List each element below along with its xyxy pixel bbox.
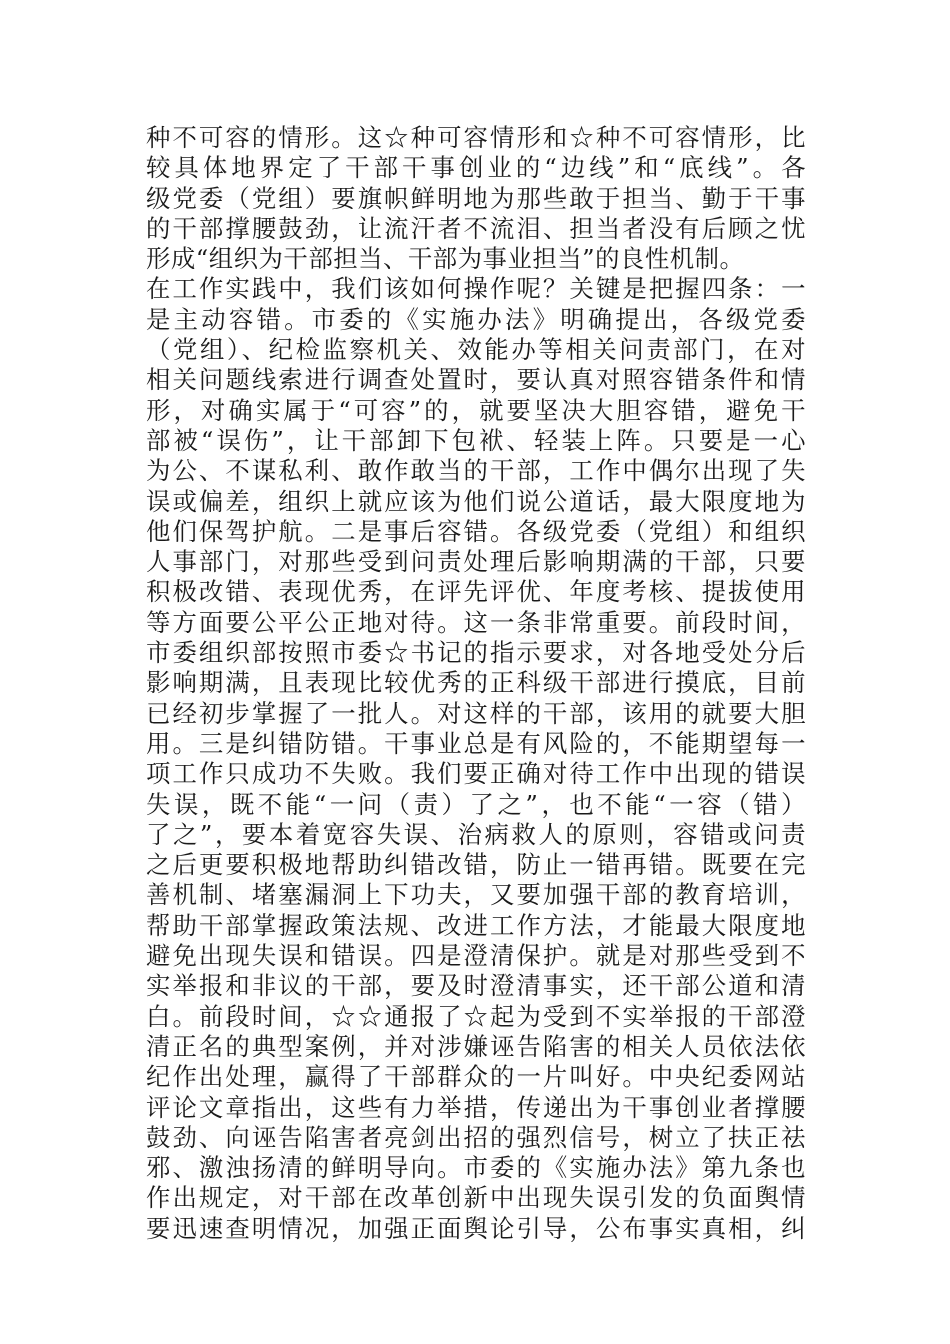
text-line: 要迅速查明情况，加强正面舆论引导，公布事实真相，纠 — [146, 1213, 806, 1243]
text-line: 他们保驾护航。二是事后容错。各级党委（党组）和组织 — [146, 516, 806, 546]
text-line: 较具体地界定了干部干事创业的“边线”和“底线”。各 — [146, 153, 806, 183]
text-line: 白。前段时间，☆☆通报了☆起为受到不实举报的干部澄 — [146, 1001, 806, 1031]
text-line: 之后更要积极地帮助纠错改错，防止一错再错。既要在完 — [146, 850, 806, 880]
text-line: 是主动容错。市委的《实施办法》明确提出，各级党委 — [146, 304, 806, 334]
text-line: 人事部门，对那些受到问责处理后影响期满的干部，只要 — [146, 547, 806, 577]
text-line: 邪、激浊扬清的鲜明导向。市委的《实施办法》第九条也 — [146, 1153, 806, 1183]
text-line: 的干部撑腰鼓劲，让流汗者不流泪、担当者没有后顾之忧 — [146, 213, 806, 243]
text-line: 避免出现失误和错误。四是澄清保护。就是对那些受到不 — [146, 941, 806, 971]
text-line: 鼓劲、向诬告陷害者亮剑出招的强烈信号，树立了扶正祛 — [146, 1122, 806, 1152]
text-line: 部被“误伤”，让干部卸下包袱、轻装上阵。只要是一心 — [146, 425, 806, 455]
text-line: 纪作出处理，赢得了干部群众的一片叫好。中央纪委网站 — [146, 1062, 806, 1092]
text-line: 市委组织部按照市委☆书记的指示要求，对各地受处分后 — [146, 638, 806, 668]
text-line: 善机制、堵塞漏洞上下功夫，又要加强干部的教育培训， — [146, 880, 806, 910]
text-line: 用。三是纠错防错。干事业总是有风险的，不能期望每一 — [146, 728, 806, 758]
text-line: 在工作实践中，我们该如何操作呢？关键是把握四条：一 — [146, 274, 806, 304]
text-line: 项工作只成功不失败。我们要正确对待工作中出现的错误 — [146, 759, 806, 789]
text-line: 形成“组织为干部担当、干部为事业担当”的良性机制。 — [146, 244, 745, 274]
text-line: 帮助干部掌握政策法规、改进工作方法，才能最大限度地 — [146, 910, 806, 940]
text-line: 作出规定，对干部在改革创新中出现失误引发的负面舆情 — [146, 1183, 806, 1213]
body-text — [146, 123, 806, 1244]
text-line: 级党委（党组）要旗帜鲜明地为那些敢于担当、勤于干事 — [146, 183, 806, 213]
text-line: 已经初步掌握了一批人。对这样的干部，该用的就要大胆 — [146, 698, 806, 728]
text-line: （党组）、纪检监察机关、效能办等相关问责部门，在对 — [146, 335, 806, 365]
text-line: 积极改错、表现优秀，在评先评优、年度考核、提拔使用 — [146, 577, 806, 607]
text-line: 为公、不谋私利、敢作敢当的干部，工作中偶尔出现了失 — [146, 456, 806, 486]
text-line: 种不可容的情形。这☆种可容情形和☆种不可容情形，比 — [146, 123, 806, 152]
text-line: 清正名的典型案例，并对涉嫌诬告陷害的相关人员依法依 — [146, 1031, 806, 1061]
text-line: 评论文章指出，这些有力举措，传递出为干事创业者撑腰 — [146, 1092, 806, 1122]
text-line: 了之”，要本着宽容失误、治病救人的原则，容错或问责 — [146, 819, 806, 849]
text-line: 实举报和非议的干部，要及时澄清事实，还干部公道和清 — [146, 971, 806, 1001]
text-line: 影响期满，且表现比较优秀的正科级干部进行摸底，目前 — [146, 668, 806, 698]
text-line: 相关问题线索进行调查处置时，要认真对照容错条件和情 — [146, 365, 806, 395]
text-line: 等方面要公平公正地对待。这一条非常重要。前段时间， — [146, 607, 806, 637]
text-line: 形，对确实属于“可容”的，就要坚决大胆容错，避免干 — [146, 395, 806, 425]
text-line: 失误，既不能“一问（责）了之”，也不能“一容（错） — [146, 789, 806, 819]
text-line: 误或偏差，组织上就应该为他们说公道话，最大限度地为 — [146, 486, 806, 516]
